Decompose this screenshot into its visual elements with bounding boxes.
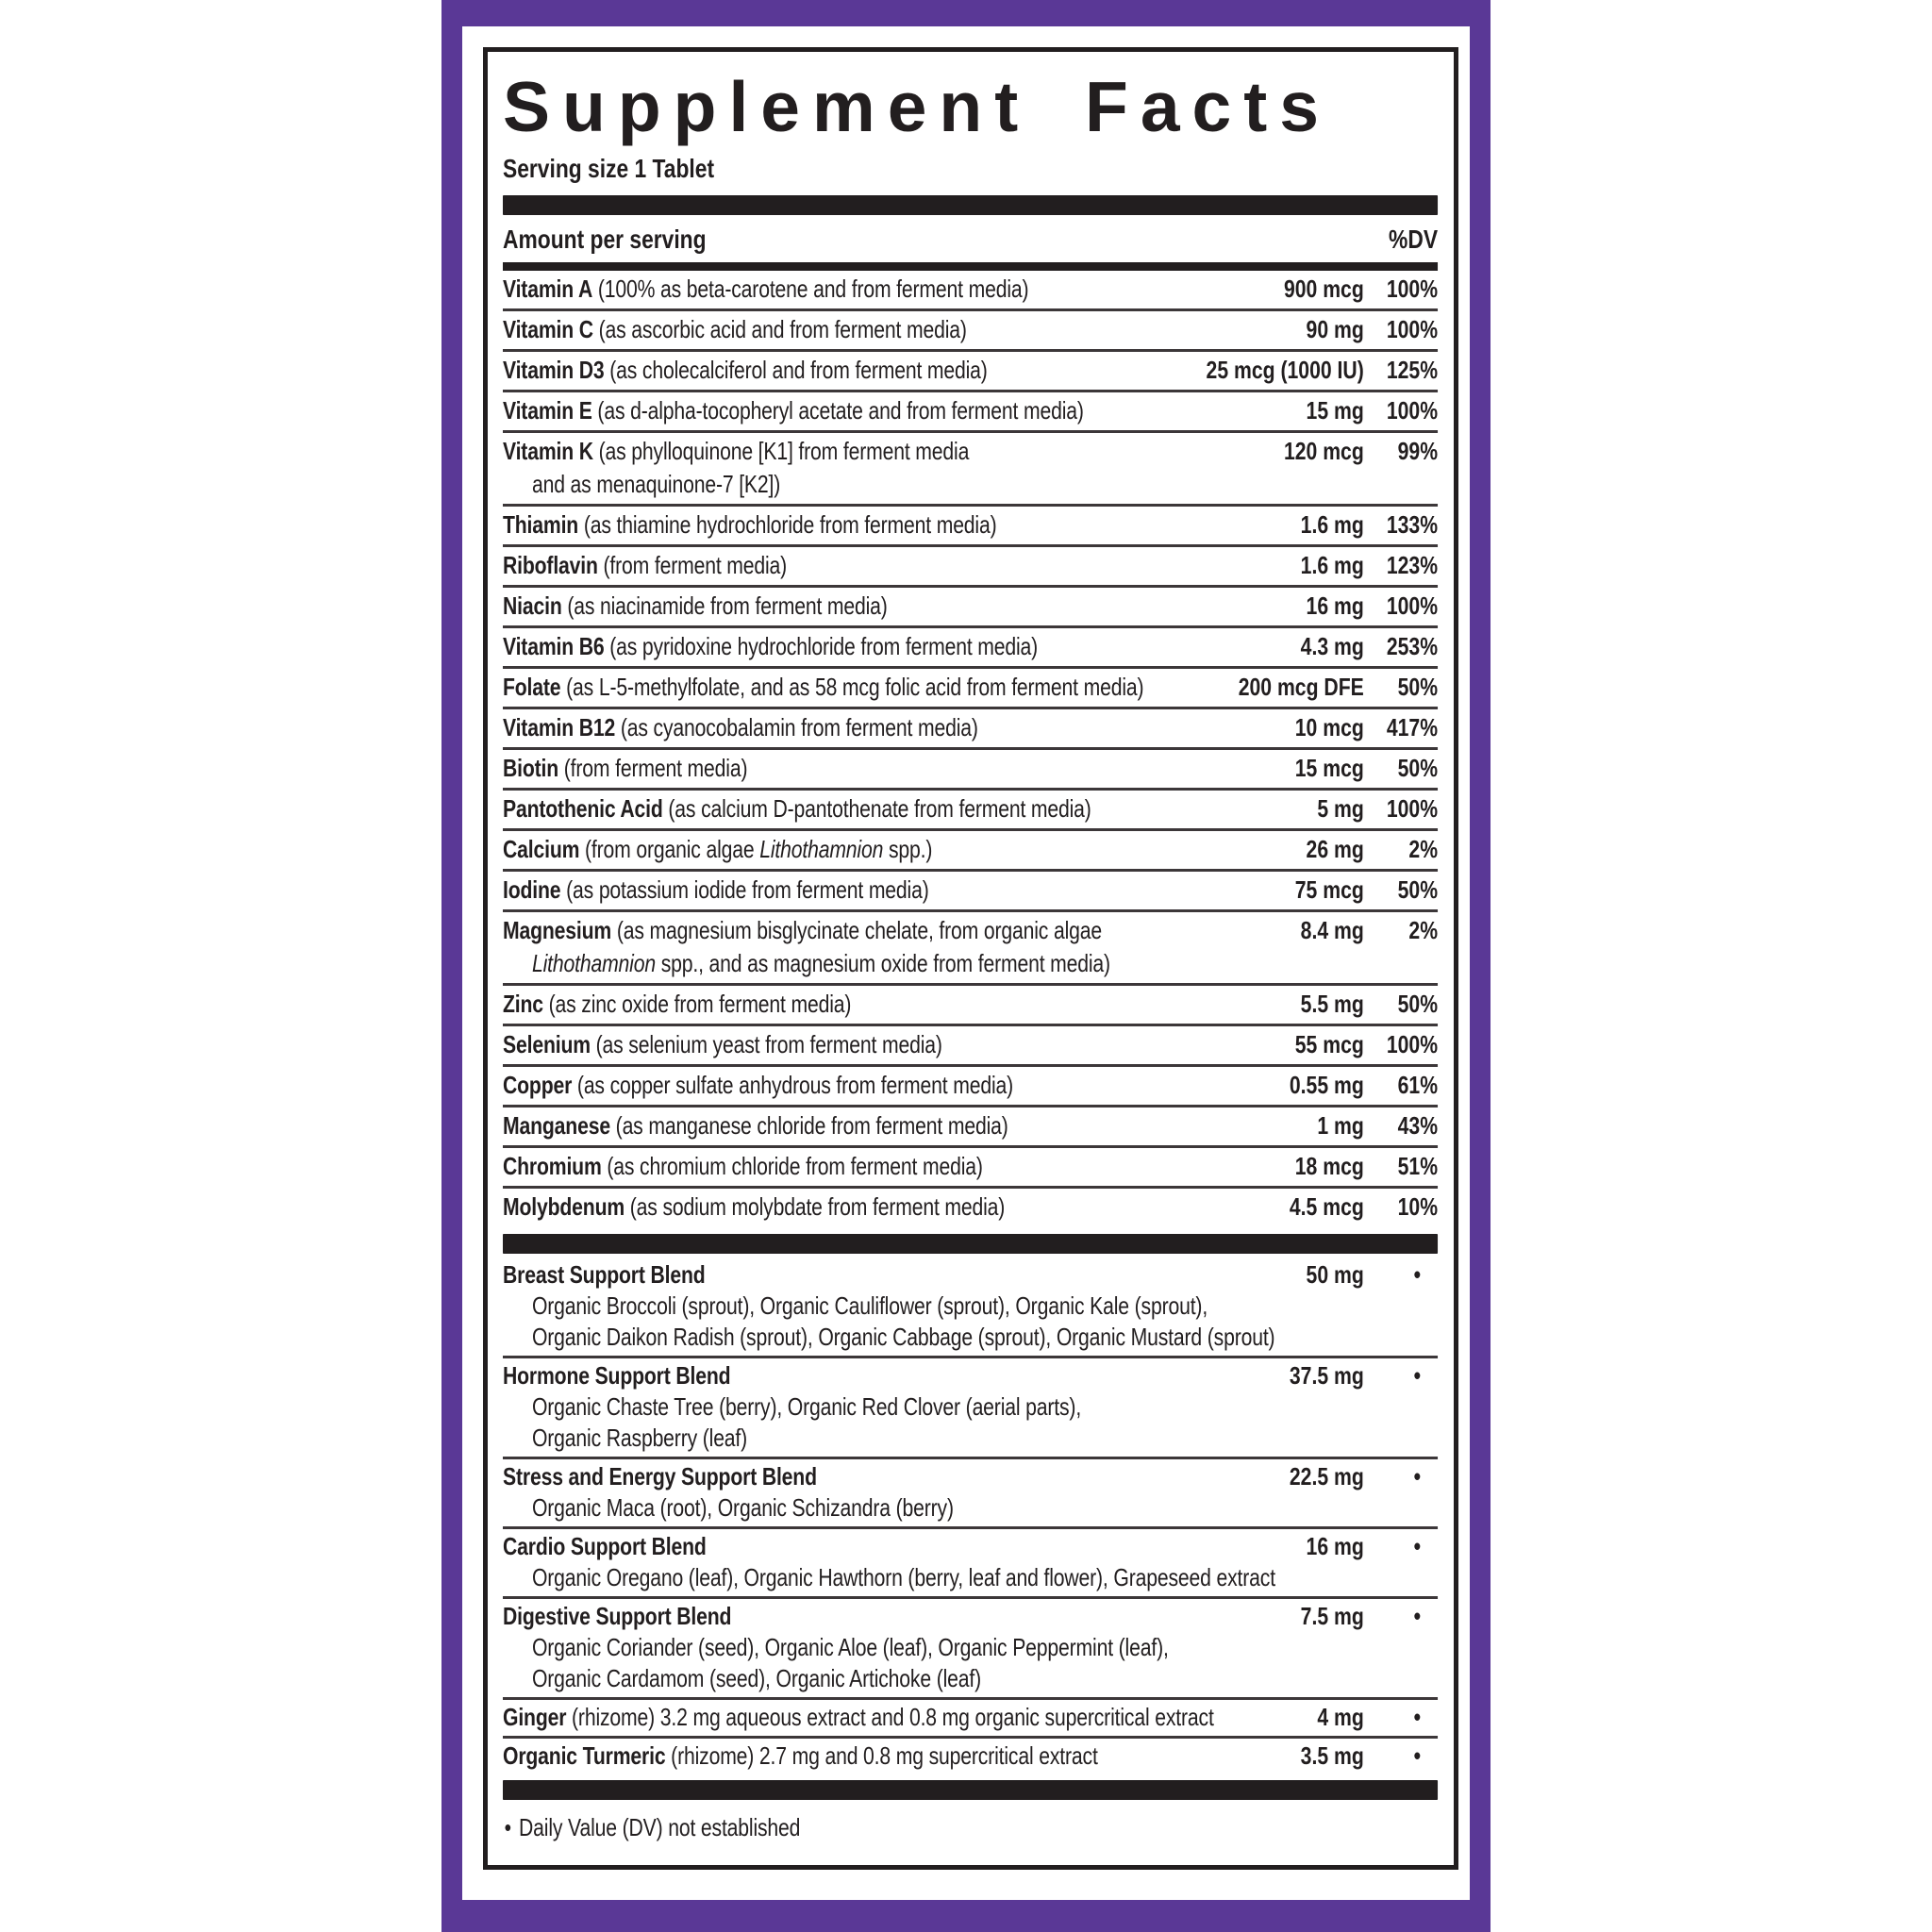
nutrient-row <box>503 1064 1438 1105</box>
row-amount: 120 mcg <box>1283 437 1364 465</box>
nutrient-row <box>503 625 1438 666</box>
row-name-text: Cardio Support Blend <box>503 1532 707 1560</box>
row-daily-value: • <box>1413 1532 1422 1560</box>
row-daily-value: 2% <box>1408 916 1439 944</box>
row-name-text: Vitamin C (as ascorbic acid and from ferment media) <box>503 315 967 343</box>
row-amount: 1 mg <box>1317 1111 1364 1140</box>
row-daily-value: • <box>1413 1703 1422 1731</box>
divider-thick-top <box>503 195 1438 215</box>
row-name-text: Digestive Support Blend <box>503 1602 732 1630</box>
row-daily-value: 100% <box>1386 275 1439 303</box>
nutrient-row <box>503 666 1438 707</box>
row-continuation-text: Organic Raspberry (leaf) <box>531 1424 748 1452</box>
divider-thick-bottom <box>503 1780 1438 1800</box>
nutrient-row <box>503 909 1438 983</box>
row-daily-value: 10% <box>1397 1192 1439 1221</box>
footnote-bullet: • <box>504 1813 511 1841</box>
row-daily-value: • <box>1413 1602 1422 1630</box>
nutrient-row <box>503 430 1438 504</box>
row-amount: 90 mg <box>1306 315 1364 343</box>
blend-row <box>503 1356 1438 1457</box>
section-divider <box>503 1234 1438 1254</box>
row-amount: 1.6 mg <box>1300 510 1364 539</box>
row-daily-value: 100% <box>1386 591 1439 620</box>
nutrient-row <box>503 308 1438 349</box>
row-daily-value: 43% <box>1397 1111 1439 1140</box>
row-amount: 0.55 mg <box>1289 1071 1364 1099</box>
row-continuation-text: and as menaquinone-7 [K2]) <box>531 470 781 498</box>
row-name-text: Vitamin A (100% as beta-carotene and from ferment media) <box>503 275 1029 303</box>
amount-per-serving-label: Amount per serving <box>503 225 707 254</box>
blend-row <box>503 1257 1438 1356</box>
row-continuation-text: Organic Broccoli (sprout), Organic Cauliflower (sprout), Organic Kale (sprout), <box>531 1291 1208 1320</box>
footnote-text: Daily Value (DV) not established <box>519 1813 801 1841</box>
column-header-row <box>503 219 1438 260</box>
supplement-facts-panel <box>483 47 1458 1870</box>
row-name-text: Breast Support Blend <box>503 1260 706 1289</box>
nutrient-row <box>503 504 1438 544</box>
nutrient-row <box>503 1105 1438 1145</box>
row-amount: 5 mg <box>1317 794 1364 823</box>
row-name-text: Stress and Energy Support Blend <box>503 1462 817 1491</box>
row-daily-value: 50% <box>1397 754 1439 782</box>
row-name-text: Folate (as L-5-methylfolate, and as 58 mcg folic acid from ferment media) <box>503 673 1144 701</box>
row-amount: 16 mg <box>1306 591 1364 620</box>
panel-title: Supplement Facts <box>503 67 1331 146</box>
nutrient-row <box>503 828 1438 869</box>
row-amount: 22.5 mg <box>1289 1462 1364 1491</box>
row-amount: 8.4 mg <box>1300 916 1364 944</box>
row-name-text: Vitamin K (as phylloquinone [K1] from ferment media <box>503 437 970 465</box>
row-amount: 10 mcg <box>1294 713 1364 741</box>
blend-row <box>503 1526 1438 1596</box>
nutrient-row <box>503 544 1438 585</box>
row-daily-value: 100% <box>1386 794 1439 823</box>
row-amount: 4.3 mg <box>1300 632 1364 660</box>
row-daily-value: 51% <box>1397 1152 1439 1180</box>
row-name-text: Niacin (as niacinamide from ferment media) <box>503 591 888 620</box>
row-daily-value: 50% <box>1397 673 1439 701</box>
label-card <box>462 26 1470 1900</box>
row-daily-value: 61% <box>1397 1071 1439 1099</box>
row-name-text: Biotin (from ferment media) <box>503 754 748 782</box>
row-continuation-text: Organic Maca (root), Organic Schizandra (berry) <box>531 1493 954 1522</box>
row-amount: 26 mg <box>1306 835 1364 863</box>
nutrient-row <box>503 707 1438 747</box>
row-name-text: Ginger (rhizome) 3.2 mg aqueous extract and 0.8 mg organic supercritical extract <box>503 1703 1214 1731</box>
row-daily-value: 123% <box>1386 551 1439 579</box>
row-amount: 1.6 mg <box>1300 551 1364 579</box>
row-name-text: Iodine (as potassium iodide from ferment media) <box>503 875 929 904</box>
row-name-text: Organic Turmeric (rhizome) 2.7 mg and 0.8 mg supercritical extract <box>503 1741 1098 1770</box>
row-amount: 55 mcg <box>1294 1030 1364 1058</box>
row-daily-value: 253% <box>1386 632 1439 660</box>
nutrient-table <box>503 271 1438 1226</box>
row-amount: 37.5 mg <box>1289 1361 1364 1390</box>
row-daily-value: 99% <box>1397 437 1439 465</box>
row-name-text: Zinc (as zinc oxide from ferment media) <box>503 990 852 1018</box>
nutrient-row <box>503 349 1438 390</box>
row-amount: 50 mg <box>1306 1260 1364 1289</box>
nutrient-row <box>503 1186 1438 1226</box>
row-continuation-text: Organic Coriander (seed), Organic Aloe (leaf), Organic Peppermint (leaf), <box>531 1633 1169 1661</box>
row-name-text: Hormone Support Blend <box>503 1361 731 1390</box>
row-amount: 900 mcg <box>1283 275 1364 303</box>
row-daily-value: 125% <box>1386 356 1439 384</box>
nutrient-row <box>503 585 1438 625</box>
row-name-text: Vitamin E (as d-alpha-tocopheryl acetate and from ferment media) <box>503 396 1084 425</box>
row-continuation-text: Organic Daikon Radish (sprout), Organic Cabbage (sprout), Organic Mustard (sprout) <box>531 1323 1275 1351</box>
row-daily-value: 100% <box>1386 396 1439 425</box>
row-daily-value: • <box>1413 1462 1422 1491</box>
row-continuation-text: Lithothamnion spp., and as magnesium oxide from ferment media) <box>531 949 1110 977</box>
row-name-text: Riboflavin (from ferment media) <box>503 551 788 579</box>
row-name-text: Selenium (as selenium yeast from ferment media) <box>503 1030 942 1058</box>
nutrient-row <box>503 1024 1438 1064</box>
row-name-text: Vitamin D3 (as cholecalciferol and from ferment media) <box>503 356 988 384</box>
nutrient-row <box>503 788 1438 828</box>
row-amount: 16 mg <box>1306 1532 1364 1560</box>
row-daily-value: 50% <box>1397 990 1439 1018</box>
row-name-text: Manganese (as manganese chloride from ferment media) <box>503 1111 1008 1140</box>
row-amount: 5.5 mg <box>1300 990 1364 1018</box>
row-name-text: Copper (as copper sulfate anhydrous from ferment media) <box>503 1071 1014 1099</box>
row-name-text: Calcium (from organic algae Lithothamnion spp.) <box>503 835 933 863</box>
row-daily-value: 133% <box>1386 510 1439 539</box>
row-amount: 3.5 mg <box>1300 1741 1364 1770</box>
row-name-text: Vitamin B12 (as cyanocobalamin from ferment media) <box>503 713 978 741</box>
nutrient-row <box>503 271 1438 308</box>
nutrient-row <box>503 1145 1438 1186</box>
nutrient-row <box>503 390 1438 430</box>
row-amount: 200 mcg DFE <box>1238 673 1364 701</box>
row-daily-value: • <box>1413 1741 1422 1770</box>
row-daily-value: 417% <box>1386 713 1439 741</box>
blend-table <box>503 1257 1438 1774</box>
row-continuation-text: Organic Cardamom (seed), Organic Artichoke (leaf) <box>531 1664 982 1692</box>
row-amount: 7.5 mg <box>1300 1602 1364 1630</box>
row-amount: 75 mcg <box>1294 875 1364 904</box>
blend-row <box>503 1697 1438 1736</box>
divider-medium <box>503 262 1438 271</box>
blend-row <box>503 1457 1438 1526</box>
row-daily-value: 50% <box>1397 875 1439 904</box>
blend-row <box>503 1736 1438 1774</box>
row-amount: 4 mg <box>1317 1703 1364 1731</box>
row-amount: 4.5 mcg <box>1289 1192 1364 1221</box>
blend-row <box>503 1596 1438 1697</box>
row-daily-value: 100% <box>1386 1030 1439 1058</box>
row-continuation-text: Organic Chaste Tree (berry), Organic Red Clover (aerial parts), <box>531 1392 1082 1421</box>
row-name-text: Molybdenum (as sodium molybdate from ferment media) <box>503 1192 1006 1221</box>
percent-dv-label: %DV <box>1389 225 1439 254</box>
nutrient-row <box>503 747 1438 788</box>
row-continuation-text: Organic Oregano (leaf), Organic Hawthorn (berry, leaf and flower), Grapeseed extract <box>531 1563 1275 1591</box>
dv-footnote <box>503 1800 1438 1843</box>
nutrient-row <box>503 869 1438 909</box>
row-daily-value: 2% <box>1408 835 1439 863</box>
row-amount: 25 mcg (1000 IU) <box>1206 356 1364 384</box>
row-daily-value: • <box>1413 1361 1422 1390</box>
row-name-text: Chromium (as chromium chloride from ferment media) <box>503 1152 983 1180</box>
panel-body <box>503 152 1438 1843</box>
row-name-text: Vitamin B6 (as pyridoxine hydrochloride from ferment media) <box>503 632 1039 660</box>
row-daily-value: 100% <box>1386 315 1439 343</box>
serving-size-text: Serving size 1 Tablet <box>503 154 715 183</box>
row-name-text: Thiamin (as thiamine hydrochloride from ferment media) <box>503 510 997 539</box>
nutrient-row <box>503 983 1438 1024</box>
row-daily-value: • <box>1413 1260 1422 1289</box>
row-amount: 18 mcg <box>1294 1152 1364 1180</box>
row-name-text: Magnesium (as magnesium bisglycinate chelate, from organic algae <box>503 916 1102 944</box>
row-amount: 15 mcg <box>1294 754 1364 782</box>
row-amount: 15 mg <box>1306 396 1364 425</box>
row-name-text: Pantothenic Acid (as calcium D-pantothenate from ferment media) <box>503 794 1091 823</box>
